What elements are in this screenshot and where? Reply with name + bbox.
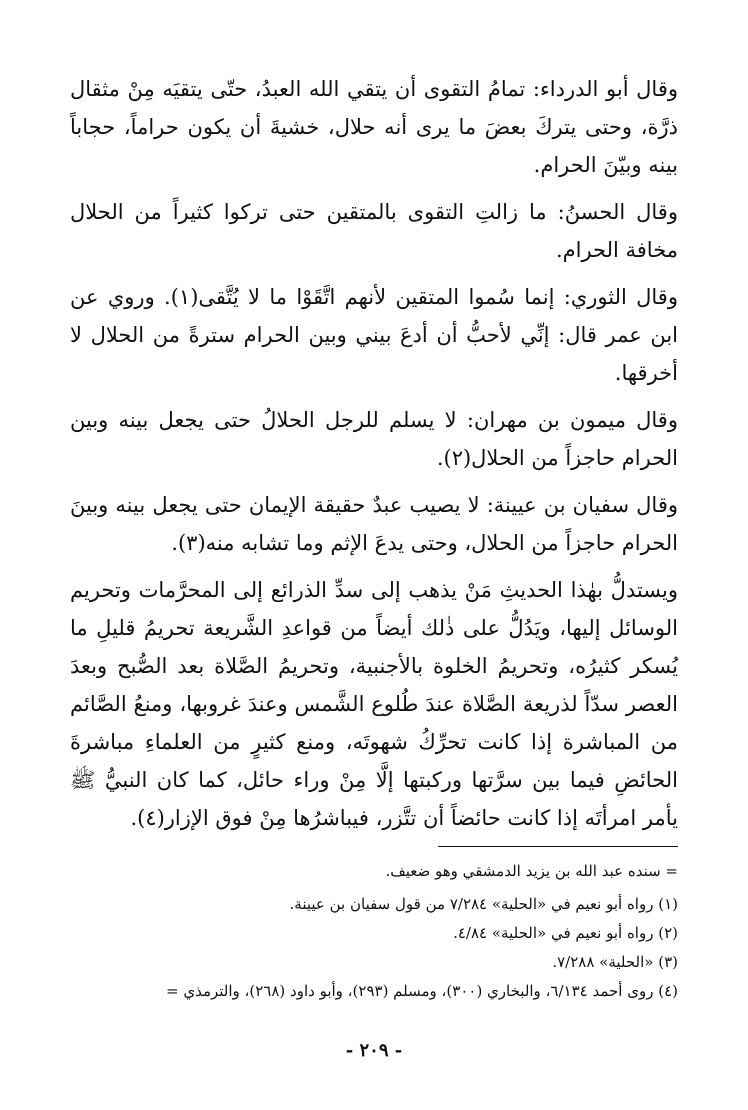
page-number: - ٢٠٩ - <box>345 1040 403 1061</box>
footnote-3: (٣) «الحلية» ٧/٢٨٨. <box>552 953 678 971</box>
footnote-4: (٤) روى أحمد ٦/١٣٤، والبخاري (٣٠٠)، ومسلم (٢٩٣)، وأبو داود (٢٦٨)، والترمذي = <box>166 982 678 1000</box>
paragraph-sufyan: وقال سفيان بن عيينة: لا يصيب عبدٌ حقيقة الإيمان حتى يجعل بينه وبينَ الحرام حاجزاً من الحلال، وحتى يدعَ الإثم وما تشابه منه(٣). <box>70 493 678 555</box>
paragraph-thawri: وقال الثوري: إنما سُموا المتقين لأنهم اتَّقَوْا ما لا يُتَّقى(١). وروي عن ابن عمر قال: إنِّي لأحبُّ أن أدعَ بيني وبين الحرام سترةً من الحلال لا أخرقها. <box>70 285 678 385</box>
footnote-separator <box>438 846 678 847</box>
paragraph-maymun: وقال ميمون بن مهران: لا يسلم للرجل الحلالُ حتى يجعل بينه وبين الحرام حاجزاً من الحلال(٢). <box>70 408 678 470</box>
footnote-2: (٢) رواه أبو نعيم في «الحلية» ٤/٨٤. <box>453 924 678 942</box>
footnote-continuation: = سنده عبد الله بن يزيد الدمشقي وهو ضعيف. <box>385 862 678 880</box>
page-body <box>70 70 678 1006</box>
paragraph-hasan: وقال الحسنُ: ما زالتِ التقوى بالمتقين حتى تركوا كثيراً من الحلال مخافة الحرام. <box>70 200 678 262</box>
footnote-1: (١) رواه أبو نعيم في «الحلية» ٧/٢٨٤ من قول سفيان بن عيينة. <box>289 895 678 913</box>
paragraph-abu-darda: وقال أبو الدرداء: تمامُ التقوى أن يتقي الله العبدُ، حتّى يتقيَه مِنْ مثقال ذرَّة، وحتى يتركَ بعضَ ما يرى أنه حلال، خشيةَ أن يكون حراماً، حجاباً بينه وبيّنَ الحرام. <box>70 77 678 177</box>
paragraph-sadd-dharai: ويستدلُّ بهٰذا الحديثِ مَنْ يذهب إلى سدِّ الذرائع إلى المحرَّمات وتحريم الوسائل إليها، ويَدُلُّ على ذٰلك أيضاً من قواعدِ الشَّريعة تحريمُ قليلِ ما يُسكر كثيرُه، وتحريمُ الخلوة بالأجنبية، وتحريمُ الصَّلاة بعد الصُّبح وبعدَ العصر سدّاً لذريعة الصَّلاة عندَ طُلوع الشَّمس وعندَ غروبها، ومنعُ الصَّائم من المباشرة إذا كانت تحرِّكُ شهوتَه، ومنع كثيرٍ من العلماءِ مباشرةَ الحائضِ فيما بين سرَّتها وركبتها إلَّا مِنْ وراء حائل، كما كان النبيُّ ﷺ يأمر امرأتَه إذا كانت حائضاً أن تتَّزر، فيباشرُها مِنْ فوق الإزار(٤). <box>70 578 678 830</box>
